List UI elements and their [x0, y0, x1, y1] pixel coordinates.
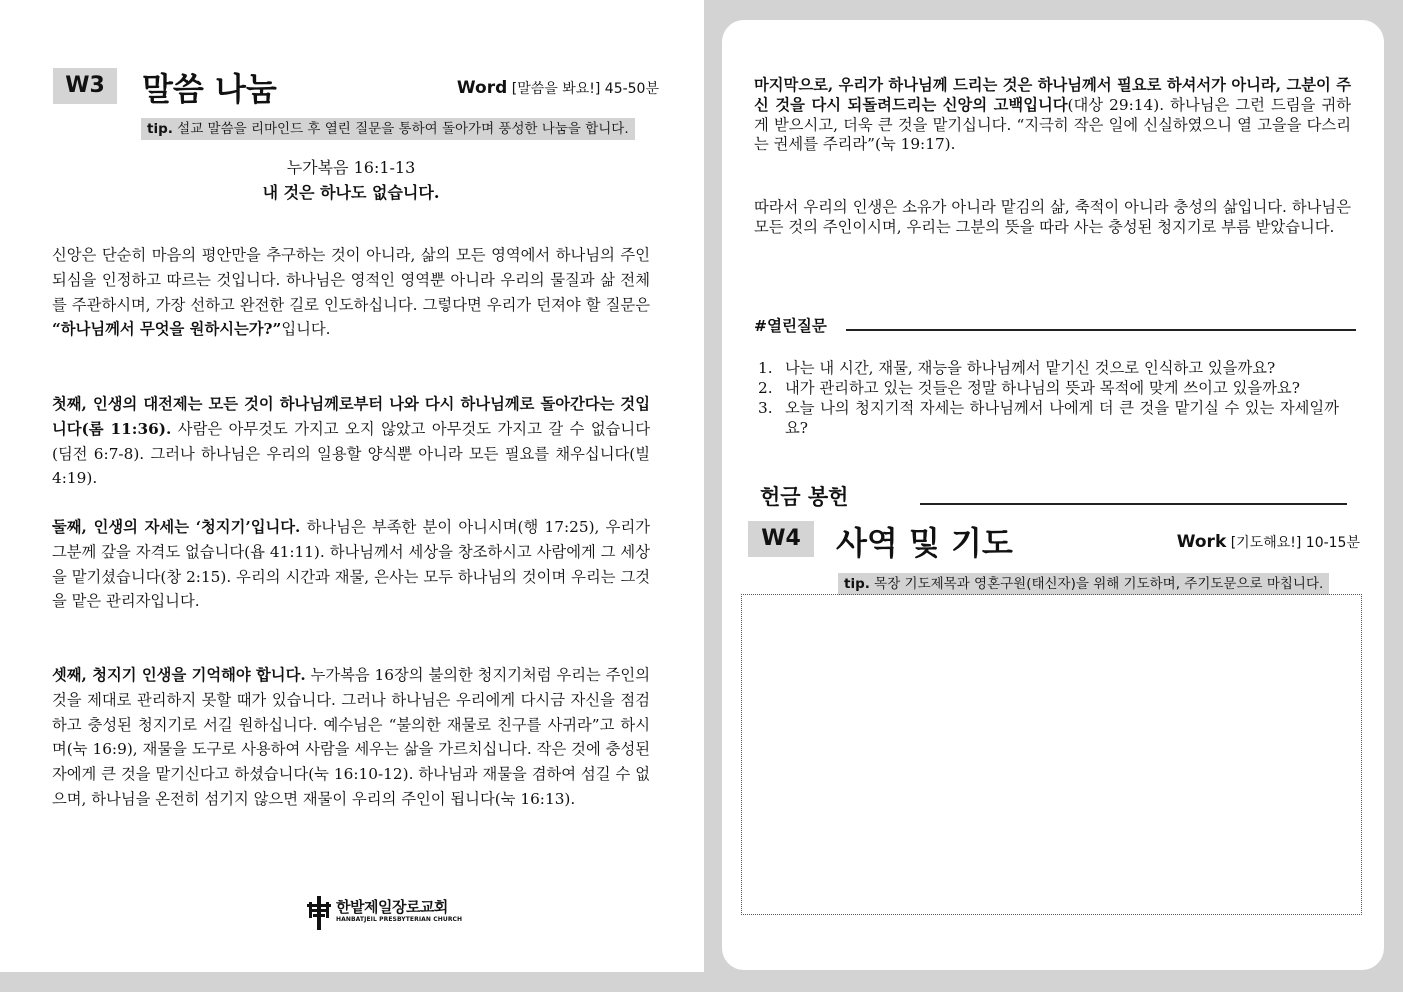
paragraph-intro-question: “하나님께서 무엇을 원하시는가?”	[52, 320, 282, 339]
open-questions-list	[754, 358, 1339, 438]
questions-rule	[846, 329, 1356, 331]
w4-badge: W4	[748, 521, 814, 557]
prayer-notes-box[interactable]	[741, 594, 1362, 915]
w4-tip-text: 목장 기도제목과 영혼구원(태신자)을 위해 기도하며, 주기도문으로 마칩니다.	[869, 576, 1324, 592]
offering-rule	[920, 503, 1347, 505]
question-item	[754, 378, 1339, 398]
question-text: 내가 관리하고 있는 것들은 정말 하나님의 뜻과 목적에 맞게 쓰이고 있을까요?	[785, 379, 1300, 397]
sermon-title: 내 것은 하나도 없습니다.	[262, 183, 440, 202]
paragraph-intro-end: 입니다.	[281, 320, 331, 339]
question-text: 오늘 나의 청지기적 자세는 하나님께서 나에게 더 큰 것을 맡기실 수 있는 자세일까요?	[785, 399, 1339, 437]
bottom-margin-strip	[0, 972, 704, 992]
w4-title: 사역 및 기도	[836, 524, 1013, 562]
w3-title: 말씀 나눔	[142, 70, 277, 108]
church-name-english: HANBATJEIL PRESBYTERIAN CHURCH	[336, 916, 463, 923]
church-logo	[304, 894, 484, 934]
paragraph-third-lead: 셋째, 청지기 인생을 기억해야 합니다.	[52, 666, 306, 684]
paragraph-first-lead: 첫째, 인생의 대전제는 모든 것이 하나님께로부터 나와 다시 하나님께로 돌아간다는 것입니다(롬 11:36).	[52, 395, 650, 438]
question-number: 3.	[758, 399, 773, 417]
question-number: 2.	[758, 379, 773, 397]
offering-heading: 헌금 봉헌	[760, 484, 849, 509]
paragraph-third	[52, 663, 650, 812]
w3-meta-word: Word	[456, 78, 508, 98]
paragraph-last-text: (대상 29:14). 하나님은 그런 드림을 귀하게 받으시고, 더욱 큰 것을 맡기십니다. “지극히 작은 일에 신실하였으니 열 고을을 다스리는 권세를 주리라”(눅 19:17).	[754, 95, 1351, 154]
paragraph-second-lead: 둘째, 인생의 자세는 ‘청지기’입니다.	[52, 518, 301, 536]
question-number: 1.	[758, 359, 773, 377]
w3-meta-rest: [말씀을 봐요!] 45-50분	[507, 81, 659, 97]
paragraph-intro	[52, 243, 650, 342]
paragraph-first	[52, 392, 650, 491]
w4-tip	[838, 573, 1329, 595]
w4-meta-word: Work	[1176, 532, 1227, 552]
scripture-reference: 누가복음 16:1-13	[286, 158, 416, 177]
question-item	[754, 398, 1339, 438]
paragraph-intro-text: 신앙은 단순히 마음의 평안만을 추구하는 것이 아니라, 삶의 모든 영역에서 하나님의 주인되심을 인정하고 따르는 것입니다. 하나님은 영적인 영역뿐 아니라 우리의 물질과 삶 전체를 주관하시며, 가장 선하고 완전한 길로 인도하십니다. 그렇다면 우리가 던져야 할 질문은	[52, 246, 650, 314]
open-questions-heading: #열린질문	[754, 317, 827, 335]
w3-tip	[141, 118, 635, 140]
w3-meta	[457, 78, 659, 98]
w3-tip-label: tip.	[147, 121, 173, 137]
paragraph-conclusion: 따라서 우리의 인생은 소유가 아니라 맡김의 삶, 축적이 아니라 충성의 삶입니다. 하나님은 모든 것의 주인이시며, 우리는 그분의 뜻을 따라 사는 충성된 청지기로 부름 받았습니다.	[754, 198, 1351, 236]
paragraph-first-text: 사람은 아무것도 가지고 오지 않았고 아무것도 가지고 갈 수 없습니다(딤전 6:7-8). 그러나 하나님은 우리의 일용할 양식뿐 아니라 모든 필요를 채우십니다(빌 4:19).	[52, 419, 650, 488]
w4-meta	[1177, 532, 1360, 552]
question-item	[754, 358, 1339, 378]
w3-tip-text: 설교 말씀을 리마인드 후 열린 질문을 통하여 돌아가며 풍성한 나눔을 합니다.	[172, 121, 629, 137]
paragraph-second-text: 하나님은 부족한 분이 아니시며(행 17:25), 우리가 그분께 갚을 자격도 없습니다(욥 41:11). 하나님께서 세상을 창조하시고 사람에게 그 세상을 맡기셨습니다(창 2:15). 우리의 시간과 재물, 은사는 모두 하나님의 것이며 우리는 그것을 맡은 관리자입니다.	[52, 518, 651, 611]
paragraph-last-lead: 마지막으로, 우리가 하나님께 드리는 것은 하나님께서 필요로 하셔서가 아니라, 그분이 주신 것을 다시 되돌려드리는 신앙의 고백입니다	[754, 76, 1351, 114]
question-text: 나는 내 시간, 재물, 재능을 하나님께서 맡기신 것으로 인식하고 있을까요?	[785, 359, 1276, 377]
church-name: 한밭제일장로교회	[336, 898, 448, 916]
w3-badge: W3	[53, 68, 117, 104]
w4-tip-label: tip.	[844, 576, 870, 592]
scripture-block	[52, 155, 650, 205]
church-cross-icon	[304, 894, 334, 932]
w4-meta-rest: [기도해요!] 10-15분	[1226, 535, 1360, 551]
paragraph-third-text: 누가복음 16장의 불의한 청지기처럼 우리는 주인의 것을 제대로 관리하지 못할 때가 있습니다. 그러나 하나님은 우리에게 다시금 자신을 점검하고 충성된 청지기로 서길 원하십니다. 예수님은 “불의한 재물로 친구를 사귀라”고 하시며(눅 16:9), 재물을 도구로 사용하여 사람을 세우는 삶을 가르치십니다. 작은 것에 충성된 자에게 큰 것을 맡기신다고 하셨습니다(눅 16:10-12). 하나님과 재물을 겸하여 섬길 수 없으며, 하나님을 온전히 섬기지 않으면 재물이 우리의 주인이 됩니다(눅 16:13).	[52, 666, 650, 808]
paragraph-last	[754, 76, 1351, 155]
paragraph-second	[52, 515, 650, 614]
